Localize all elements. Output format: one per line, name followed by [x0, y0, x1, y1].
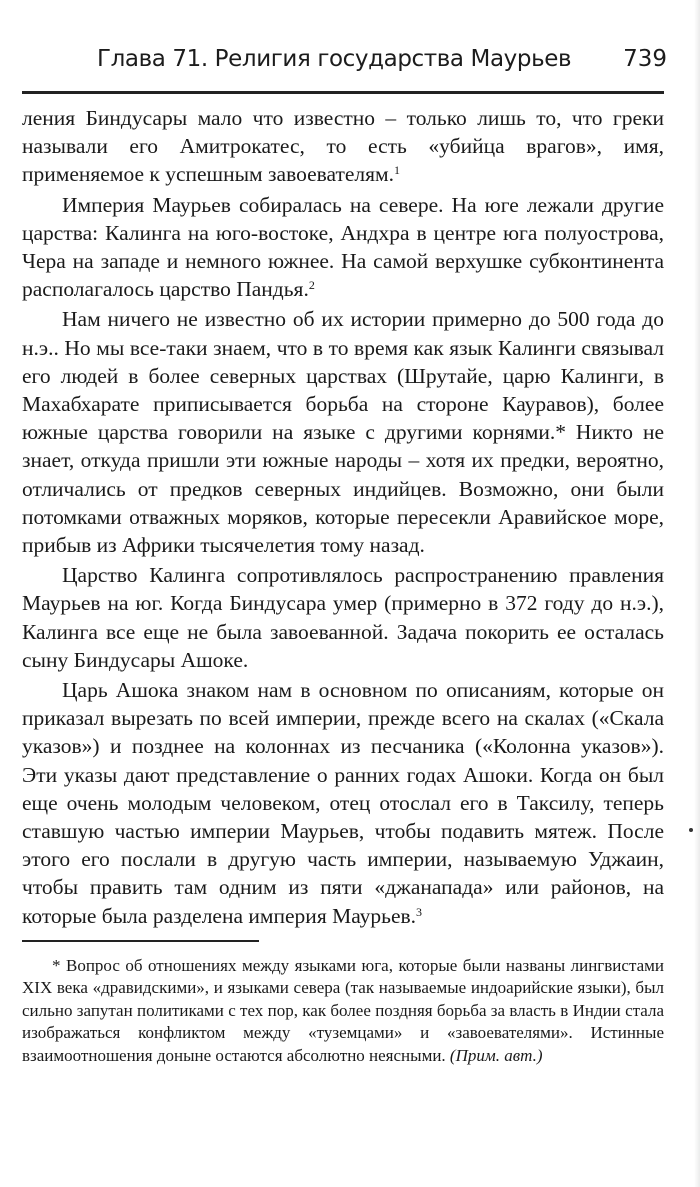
footnote-attribution: (Прим. авт.) [449, 1045, 543, 1065]
note-ref: 1 [394, 163, 401, 178]
note-ref: 2 [308, 278, 315, 293]
main-text [22, 104, 664, 930]
page-edge-shadow [694, 0, 700, 1187]
paragraph: Царь Ашока знаком нам в основном по описаниям, которые он приказал вырезать по всей империи, прежде всего на скалах («Скала указов») и позднее на колоннах из песчаника («Колонна указов»). Эти указы дают представление о ранних годах Ашоки. Когда он был еще очень молодым человеком, отец отослал его в Таксилу, теперь ставшую частью империи Маурьев, чтобы подавить мятеж. После этого его послали в другую часть империи, называемую Уджаин, чтобы править там одним из пяти «джанапада» или районов, на которые была разделена империя Маурьев.$^3$ [22, 678, 664, 928]
footnote [22, 955, 664, 1067]
running-header [97, 46, 667, 86]
footnote-paragraph: * Вопрос об отношениях между языками юга, которые были названы лингвистами XIX века «дравидскими», и языками севера (так называемые индоарийские языки), был сильно запутан политиками с тех пор, как более поздняя борьба за власть в Индии стала изображаться конфликтом между «туземцами» и «завоевателями». Истинные взаимоотношения доныне остаются абсолютно неясными. (Прим. авт.) [22, 956, 664, 1065]
note-ref: 3 [416, 904, 423, 919]
footnote-rule [22, 940, 259, 942]
paragraph: Нам ничего не известно об их истории примерно до 500 года до н.э.. Но мы все-таки знаем, что в то время как язык Калинги связывал его людей в более северных царствах (Шрутайе, царю Калинги, в Махабхарате приписывается борьба на стороне Кауравов), более южные царства говорили на языке с другими корнями.* Никто не знает, откуда пришли эти южные народы – хотя их предки, вероятно, отличались от предков северных индийцев. Возможно, они были потомками отважных моряков, которые пересекли Аравийское море, прибыв из Африки тысячелетия тому назад. [22, 307, 664, 558]
page-number: 739 [623, 46, 667, 72]
paragraph: Империя Маурьев собиралась на севере. На юге лежали другие царства: Калинга на юго-востоке, Андхра в центре юга полуострова, Чера на западе и немного южнее. На самой верхушке субконтинента располагалось царство Пандья.$^2$ [22, 192, 664, 302]
paragraph: ления Биндусары мало что известно – только лишь то, что греки называли его Амитрокатес, то есть «убийца врагов», имя, применяемое к успешным завоевателям.$^1$ [22, 106, 664, 187]
chapter-title: Глава 71. Религия государства Маурьев [97, 46, 572, 72]
paragraph: Царство Калинга сопротивлялось распространению правления Маурьев на юг. Когда Биндусара умер (примерно в 372 году до н.э.), Калинга все еще не была завоеванной. Задача покорить ее осталась сыну Биндусары Ашоке. [22, 563, 664, 672]
margin-mark [689, 828, 693, 832]
header-rule [22, 91, 664, 94]
